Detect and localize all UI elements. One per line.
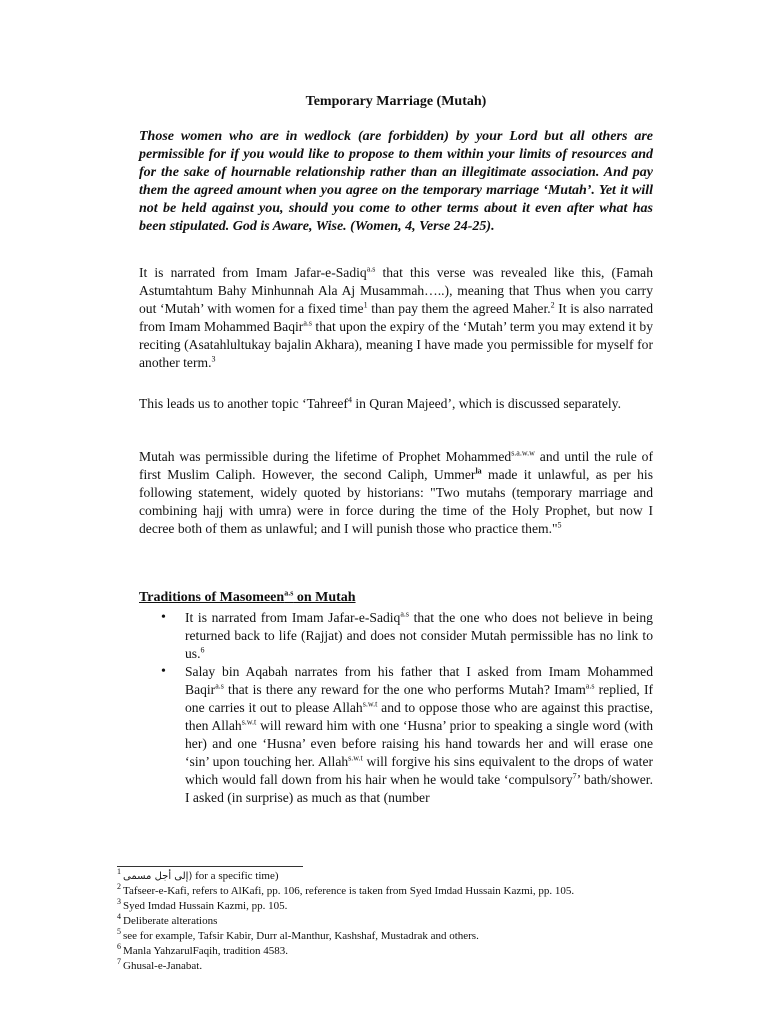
list-item: • It is narrated from Imam Jafar-e-Sadiq$^{a.s}$ that the one who does not believe in being returned back to life (Rajjat) and does not consider Mutah permissible has no link to us.$^6$ (139, 609, 653, 663)
paragraph-narration: It is narrated from Imam Jafar-e-Sadiq$^{a.s}$ that this verse was revealed like this, (Famah Astumtahtum Bahy Minhunnah Ala Aj Musammah…..), meaning that Thus when you carry out ‘Mutah’ with women for a fixed time$^1$ than pay them the agreed Maher.$^2$ It is also narrated from Imam Mohammed Baqir$^{a.s}$ that upon the expiry of the ‘Mutah’ term you may extend it by reciting (Asatahlultukay bajalin Akhara), meaning I have made you permissible for myself for another term.$^3$ (139, 264, 654, 370)
footnote-ref-1[interactable]: 1 (363, 300, 368, 310)
honorific-as: a.s (284, 588, 294, 598)
footnotes (117, 869, 657, 974)
honorific-as: a.s (303, 318, 312, 328)
list-item: • Salay bin Aqabah narrates from his father that I asked from Imam Mohammed Baqir$^{a.s}$ that is there any reward for the one who performs Mutah? Imam$^{a.s}$ replied, If one carries it out to please Allah$^{s.w.t}$ and to oppose those who are against this practise, then Allah$^{s.w.t}$ will reward him with one ‘Husna’ prior to speaking a single word (with her) and one ‘Husna’ even before raising his hand towards her and will erase one ‘sin’ upon touching her. Allah$^{s.w.t}$ will forgive his sins equivalent to the drops of water which would fall down from his hair when he would take ‘compulsory$^7$’ bath/shower. I asked (in surprise) as much as that (number (139, 663, 653, 807)
footnote-1: $^1$ (إلى أجل مسمى for a specific time) (117, 867, 279, 882)
footnote-2: $^2$ Tafseer-e-Kafi, refers to AlKafi, pp. 106, reference is taken from Syed Imdad Hussain Kazmi, pp. 105. (117, 882, 575, 897)
honorific-as: a.s (215, 681, 224, 691)
paragraph-history: Mutah was permissible during the lifetime of Prophet Mohammed$^{s.a.w.w}$ and until the rule of first Muslim Caliph. However, the second Caliph, Ummer$^{la}$ made it unlawful, as per his following statement, widely quoted by historians: "Two mutahs (temporary marriage and combining hajj with umra) were in force during the time of the Holy Prophet, but now I decree both of them as unlawful; and I will punish those who practice them."$^5$ (139, 448, 654, 536)
footnote-ref-2[interactable]: 2 (550, 300, 555, 310)
quran-verse: Those women who are in wedlock (are forbidden) by your Lord but all others are permissible for if you would like to propose to them within your limits of resources and for the sake of hournable relationship rather than an illegitimate association. And pay them the agreed amount when you agree on the temporary marriage ‘Mutah’. Yet it will not be held against you, should you come to other terms about it even after what has been stipulated. God is Aware, Wise. (Women, 4, Verse 24-25). (139, 129, 653, 234)
traditions-list (139, 609, 653, 807)
section-heading: Traditions of Masomeen$^{a.s}$ on Mutah (139, 588, 356, 605)
honorific-saww: s.a.w.w (511, 448, 535, 458)
honorific-swt: s.w.t (241, 717, 257, 727)
footnote-6: $^6$ Manla YahzarulFaqih, tradition 4583. (117, 942, 288, 957)
footnote-ref-4[interactable]: 4 (347, 395, 352, 405)
honorific-as: a.s (366, 264, 376, 274)
honorific-as: a.s (585, 681, 595, 691)
honorific-swt: s.w.t (348, 753, 363, 763)
page-title: Temporary Marriage (Mutah) (305, 94, 487, 109)
footnote-3: $^3$ Syed Imdad Hussain Kazmi, pp. 105. (117, 897, 288, 912)
arabic-text: (إلى أجل مسمى (123, 871, 193, 882)
footnote-ref-3[interactable]: 3 (211, 354, 216, 364)
footnote-4: $^4$ Deliberate alterations (117, 912, 218, 927)
footnote-ref-7[interactable]: 7 (572, 771, 577, 781)
honorific-la: la (475, 466, 482, 476)
honorific-swt: s.w.t (362, 699, 378, 709)
footnote-ref-6[interactable]: 6 (200, 645, 205, 655)
footnote-divider (117, 866, 303, 867)
footnote-5: $^5$ see for example, Tafsir Kabir, Durr al-Manthur, Kashshaf, Mustadrak and others. (117, 927, 479, 942)
footnote-ref-5[interactable]: 5 (557, 520, 562, 530)
honorific-as: a.s (400, 609, 410, 619)
footnote-7: $^7$ Ghusal-e-Janabat. (117, 957, 203, 972)
paragraph-tahreef: This leads us to another topic ‘Tahreef$^4$ in Quran Majeed’, which is discussed separately. (139, 395, 621, 411)
